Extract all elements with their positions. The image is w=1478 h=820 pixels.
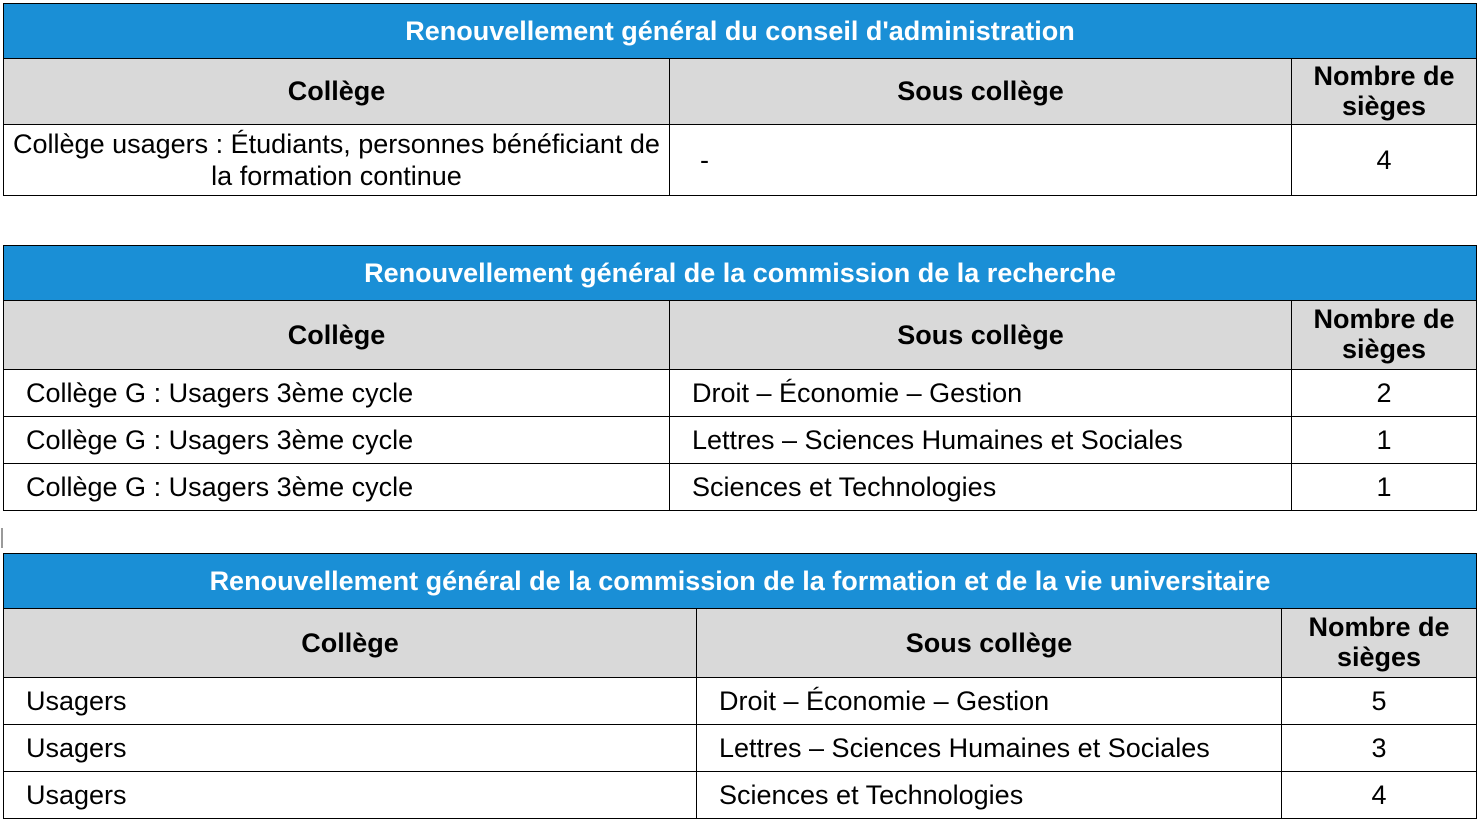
table-row	[4, 125, 1477, 196]
cell-seats: 5	[1282, 678, 1477, 725]
cell-seats: 4	[1282, 772, 1477, 819]
table-row	[4, 417, 1477, 464]
header-seats: Nombre de sièges	[1282, 609, 1477, 678]
cell-sous-college: -	[670, 125, 1292, 196]
table-row	[4, 772, 1477, 819]
table-row	[4, 370, 1477, 417]
cell-seats: 1	[1292, 417, 1477, 464]
cell-sous-college: Droit – Économie – Gestion	[697, 678, 1282, 725]
cell-seats: 2	[1292, 370, 1477, 417]
cell-college: Collège G : Usagers 3ème cycle	[4, 464, 670, 511]
table-commission-recherche	[3, 245, 1477, 511]
header-college: Collège	[4, 59, 670, 125]
cell-college: Collège G : Usagers 3ème cycle	[4, 370, 670, 417]
header-seats: Nombre de sièges	[1292, 301, 1477, 370]
margin-marker	[1, 528, 3, 548]
table-commission-formation	[3, 553, 1477, 819]
table-row	[4, 464, 1477, 511]
cell-sous-college: Sciences et Technologies	[670, 464, 1292, 511]
cell-sous-college: Lettres – Sciences Humaines et Sociales	[670, 417, 1292, 464]
cell-college: Usagers	[4, 725, 697, 772]
cell-college: Collège G : Usagers 3ème cycle	[4, 417, 670, 464]
cell-college: Usagers	[4, 678, 697, 725]
cell-seats: 1	[1292, 464, 1477, 511]
cell-college: Collège usagers : Étudiants, personnes bénéficiant de la formation continue	[4, 125, 670, 196]
header-college: Collège	[4, 609, 697, 678]
cell-sous-college: Lettres – Sciences Humaines et Sociales	[697, 725, 1282, 772]
header-sous-college: Sous collège	[697, 609, 1282, 678]
cell-seats: 4	[1292, 125, 1477, 196]
table-title: Renouvellement général du conseil d'administration	[4, 4, 1477, 59]
cell-sous-college: Droit – Économie – Gestion	[670, 370, 1292, 417]
header-sous-college: Sous collège	[670, 59, 1292, 125]
cell-sous-college: Sciences et Technologies	[697, 772, 1282, 819]
header-sous-college: Sous collège	[670, 301, 1292, 370]
table-title: Renouvellement général de la commission de la formation et de la vie universitaire	[4, 554, 1477, 609]
table-conseil-administration	[3, 3, 1477, 196]
table-row	[4, 725, 1477, 772]
header-seats: Nombre de sièges	[1292, 59, 1477, 125]
cell-college: Usagers	[4, 772, 697, 819]
table-row	[4, 678, 1477, 725]
table-title: Renouvellement général de la commission de la recherche	[4, 246, 1477, 301]
header-college: Collège	[4, 301, 670, 370]
cell-seats: 3	[1282, 725, 1477, 772]
